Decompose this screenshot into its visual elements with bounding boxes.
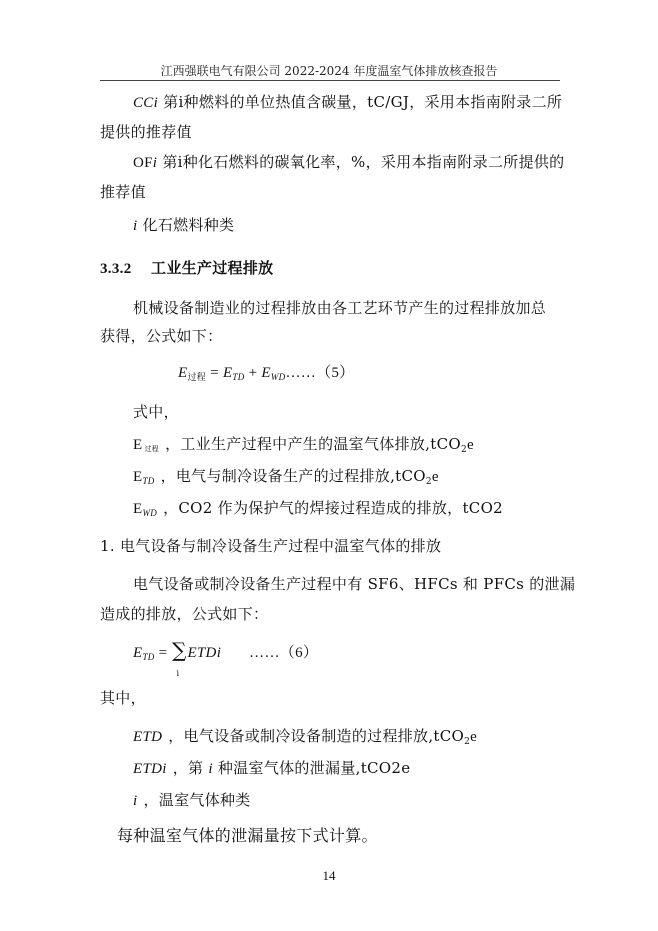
etdi-desc-b: 种温室气体的泄漏量,tCO2e [212,759,411,777]
e2-desc: ，电气与制冷设备生产的过程排放,tCO [160,467,426,485]
f5-eq: = [206,365,223,381]
f6-sum [171,638,187,678]
f6-sum-index: i [176,669,180,678]
f6-tail: ……（6） [249,645,319,661]
e1-desc: ，工业生产过程中产生的温室气体排放,tCO [165,435,461,453]
cc-desc-1: 第i种燃料的单位热值含碳量，tC/GJ，采用本指南附录二所 [163,93,563,111]
f5-t2-sub: WD [270,372,286,382]
where-label-2: 其中， [100,689,146,707]
f5-t1: E [222,365,233,381]
closing-sentence: 每种温室气体的泄漏量按下式计算。 [117,826,378,845]
formula-5 [178,362,355,388]
intro2-line-1: 电气设备或制冷设备生产过程中有 SF6、HFCs 和 PFCs 的泄漏 [133,575,576,593]
of-symbol: OF [133,155,153,171]
etdi-sym: ETDi [133,761,167,777]
of-symbol-i: i [152,155,158,171]
f6-lhs: E [133,645,143,661]
gas-type-desc: ，温室气体种类 [143,791,251,809]
def-of-cont: 推荐值 [100,183,146,201]
f5-tail: ……（5） [285,365,355,381]
def-gas-type [133,790,251,811]
etd-tail: e [470,729,478,745]
f5-t1-sub: TD [232,372,245,382]
def-etdi [133,758,410,779]
i-symbol: i [133,218,138,234]
e2-tail: e [431,469,439,485]
def-cc [133,92,562,113]
e1-sym: E [133,437,143,453]
section-title: 工业生产过程排放 [151,259,274,277]
etd-sub: 2 [464,737,471,747]
def-etd [133,726,477,752]
e1-sub2: 2 [460,445,467,455]
e1-sub: 过程 [144,445,160,453]
f5-t2: E [261,365,271,381]
def-e-process [133,434,474,460]
where-label-1: 式中， [133,403,179,421]
etd-desc: ，电气设备或制冷设备制造的过程排放,tCO [168,727,465,745]
etdi-desc-a: ，第 [172,759,209,777]
intro2-line-2: 造成的排放，公式如下： [100,605,269,623]
e3-sub: WD [142,508,158,518]
e2-sym: E [133,469,143,485]
def-e-td [133,466,439,492]
f5-lhs-sub: 过程 [187,373,207,383]
formula-6 [133,638,319,678]
f6-eq: = [154,645,172,661]
def-cc-cont: 提供的推荐值 [100,123,192,141]
i-desc: 化石燃料种类 [142,216,235,234]
f5-plus: + [244,365,262,381]
gas-i-sym: i [133,793,138,809]
page-header: 江西强联电气有限公司 2022-2024 年度温室气体排放核查报告 [160,64,498,78]
f6-lhs-sub: TD [142,652,155,662]
def-e-wd [133,498,503,523]
intro-line-2: 获得，公式如下： [100,327,223,345]
of-desc-1: 第i种化石燃料的碳氧化率，%，采用本指南附录二所提供的 [162,153,565,171]
f6-term: ETDi [187,645,222,661]
e1-tail: e [466,437,474,453]
item-1-title: 1. 电气设备与制冷设备生产过程中温室气体的排放 [100,537,442,555]
section-number: 3.3.2 [100,261,132,277]
def-of [133,152,564,173]
e3-desc: ，CO2 作为保护气的焊接过程造成的排放，tCO2 [163,499,504,517]
intro-line-1: 机械设备制造业的过程排放由各工艺环节产生的过程排放加总 [133,299,547,317]
f6-sum-symbol: ∑ [172,638,187,662]
section-heading [100,258,273,279]
page-number: 14 [322,868,336,883]
f5-lhs: E [178,365,188,381]
e2-sub: TD [142,476,155,486]
e2-sub2: 2 [425,477,432,487]
e3-sym: E [133,501,143,517]
etdi-i: i [208,761,213,777]
header-divider [100,80,560,81]
etd-sym: ETD [133,729,163,745]
cc-symbol: CCi [133,95,159,111]
def-i [133,215,234,236]
